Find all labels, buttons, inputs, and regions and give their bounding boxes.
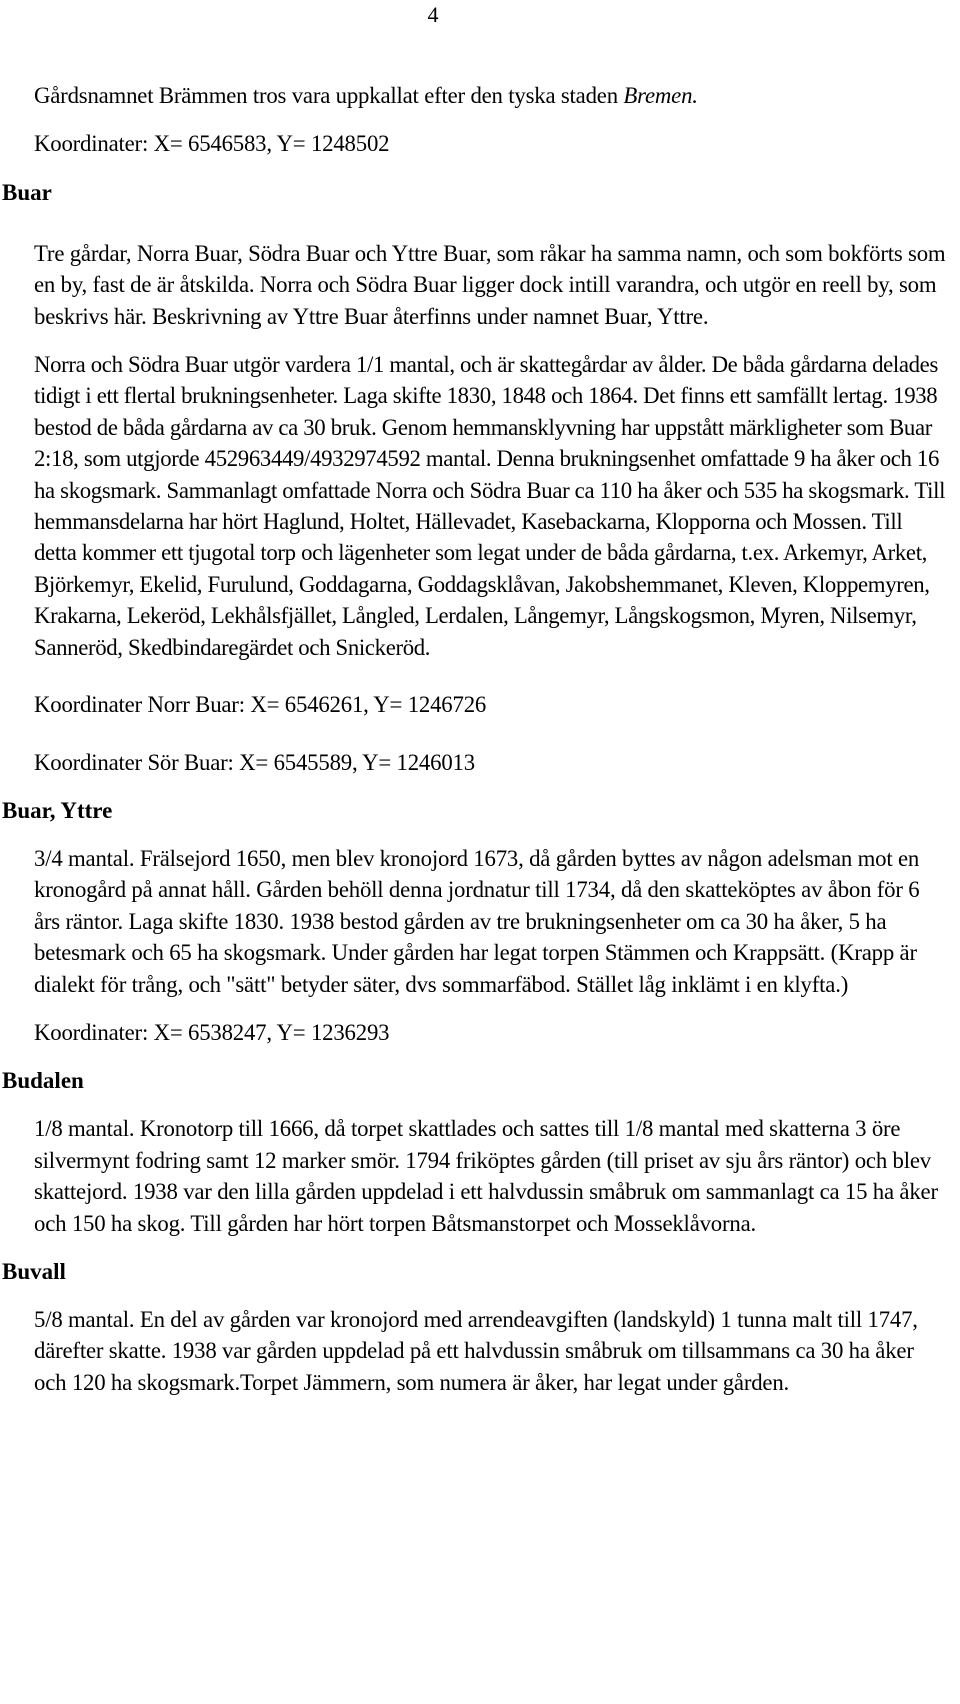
section-heading-buvall: Buvall <box>2 1258 66 1284</box>
buar-yttre-coordinates: Koordinater: X= 6538247, Y= 1236293 <box>34 1019 390 1045</box>
section-heading-buar: Buar <box>2 179 52 205</box>
document-body <box>0 80 960 1398</box>
section-heading-buar-yttre: Buar, Yttre <box>2 797 113 823</box>
budalen-paragraph: 1/8 mantal. Kronotorp till 1666, då torpet skattlades och sattes till 1/8 mantal med skatterna 3 öre silvermynt fodring samt 12 marker smör. 1794 friköptes gården (till priset av sju års räntor) och blev skattejord. 1938 var den lilla gården uppdelad i ett halvdussin småbruk om sammanlagt ca 15 ha åker och 150 ha skog. Till gården har hört torpen Båtsmanstorpet och Mosseklåvorna. <box>34 1116 938 1236</box>
buvall-paragraph: 5/8 mantal. En del av gården var kronojord med arrendeavgiften (landskyld) 1 tunna malt till 1747, därefter skatte. 1938 var gården uppdelad på ett halvdussin småbruk om tillsammans ca 30 ha åker och 120 ha skogsmark.Torpet Jämmern, som numera är åker, har legat under gården. <box>34 1306 918 1395</box>
buar-paragraph-1: Tre gårdar, Norra Buar, Södra Buar och Yttre Buar, som råkar ha samma namn, och som bokförts som en by, fast de är åtskilda. Norra och Södra Buar ligger dock intill varandra, och utgör en reell by, som beskrivs här. Beskrivning av Yttre Buar återfinns under namnet Buar, Yttre. <box>34 240 946 329</box>
intro-coordinates: Koordinater: X= 6546583, Y= 1248502 <box>34 131 390 157</box>
intro-italic-city: Bremen. <box>623 83 698 108</box>
section-heading-budalen: Budalen <box>2 1068 84 1094</box>
intro-text: Gårdsnamnet Brämmen tros vara uppkallat efter den tyska staden <box>34 83 624 108</box>
buar-coordinates-north: Koordinater Norr Buar: X= 6546261, Y= 1246726 <box>34 692 487 718</box>
page-number: 4 <box>427 2 439 27</box>
buar-coordinates-south: Koordinater Sör Buar: X= 6545589, Y= 1246013 <box>34 749 475 775</box>
intro-paragraph <box>34 80 946 111</box>
buar-yttre-paragraph: 3/4 mantal. Frälsejord 1650, men blev kronojord 1673, då gården byttes av någon adelsman mot en kronogård på annat håll. Gården behöll denna jordnatur till 1734, då den skatteköptes av åbon för 6 års räntor. Laga skifte 1830. 1938 bestod gården av tre brukningsenheter om ca 30 ha åker, 5 ha betesmark och 65 ha skogsmark. Under gården har legat torpen Stämmen och Krappsätt. (Krapp är dialekt för trång, och "sätt" betyder säter, dvs sommarfäbod. Stället låg inklämt i en klyfta.) <box>34 845 920 997</box>
buar-paragraph-2: Norra och Södra Buar utgör vardera 1/1 mantal, och är skattegårdar av ålder. De båda gårdarna delades tidigt i ett flertal brukningsenheter. Laga skifte 1830, 1848 och 1864. Det finns ett samfällt lertag. 1938 bestod de båda gårdarna av ca 30 bruk. Genom hemmansklyvning har uppstått märkligheter som Buar 2:18, som utgjorde 452963449/4932974592 mantal. Denna brukningsenhet omfattade 9 ha åker och 16 ha skogsmark. Sammanlagt omfattade Norra och Södra Buar ca 110 ha åker och 535 ha skogsmark. Till hemmansdelarna har hört Haglund, Holtet, Hällevadet, Kasebackarna, Klopporna och Mossen. Till detta kommer ett tjugotal torp och lägenheter som legat under de båda gårdarna, t.ex. Arkemyr, Arket, Björkemyr, Ekelid, Furulund, Goddagarna, Goddagsklåvan, Jakobshemmanet, Kleven, Kloppemyren, Krakarna, Lekeröd, Lekhålsfjället, Långled, Lerdalen, Långemyr, Långskogsmon, Myren, Nilsemyr, Sanneröd, Skedbindaregärdet och Snickeröd. <box>34 352 946 660</box>
